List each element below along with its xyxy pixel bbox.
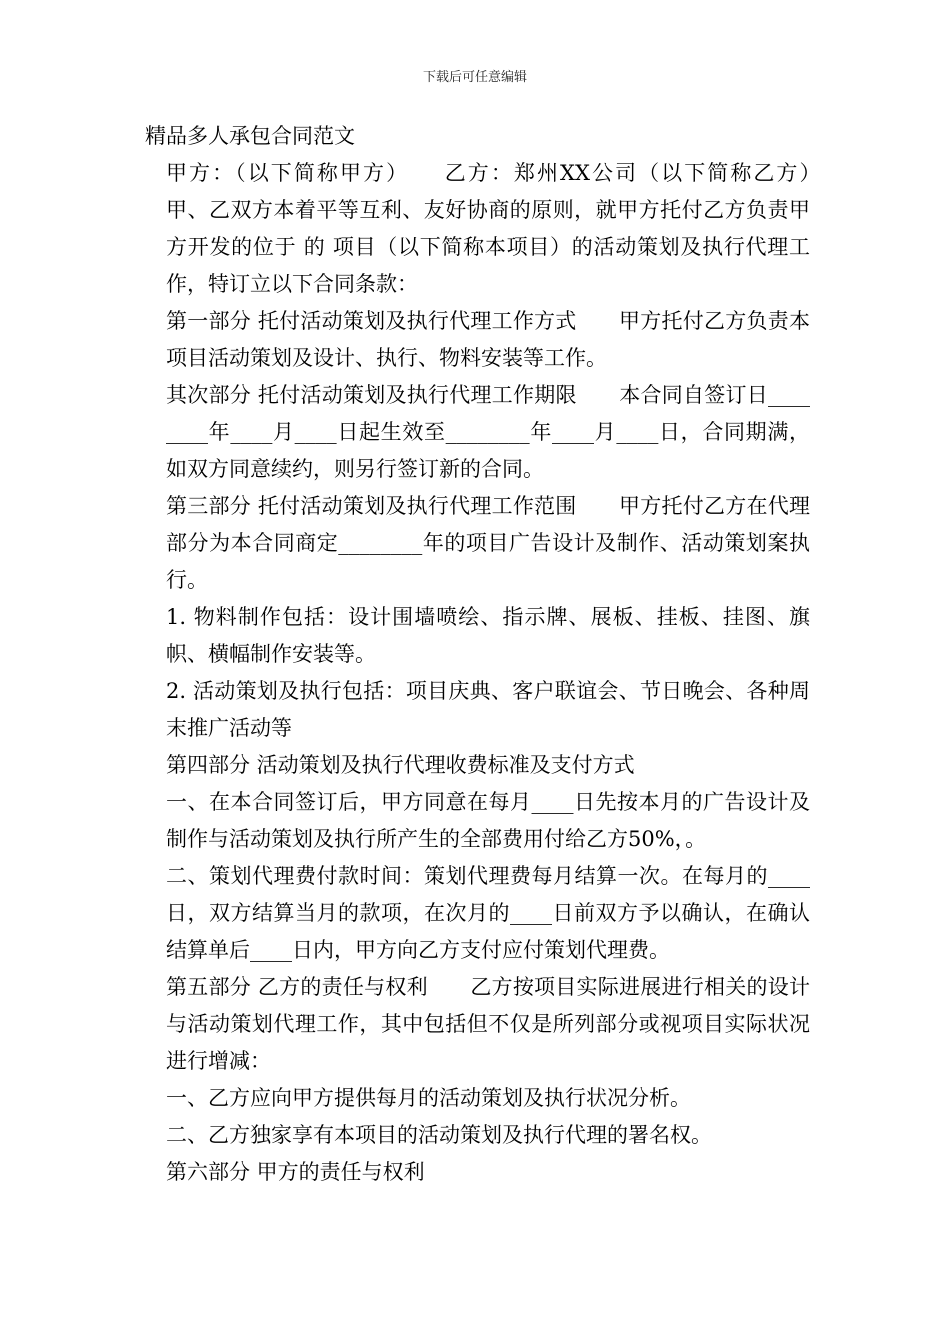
paragraph-part-1: 第一部分 托付活动策划及执行代理工作方式 甲方托付乙方负责本项目活动策划及设计、执行、物料安装等工作。 xyxy=(166,309,810,370)
paragraph-part-6: 第六部分 甲方的责任与权利 xyxy=(166,1160,425,1184)
paragraph-part-2: 其次部分 托付活动策划及执行代理工作期限 本合同自签订日________年____月____日起生效至________年____月____日，合同期满，如双方同意续约，则另行签订新的合同。 xyxy=(166,383,810,481)
paragraph-part-5-clause-2: 二、乙方独家享有本项目的活动策划及执行代理的署名权。 xyxy=(166,1123,712,1147)
document-title: 精品多人承包合同范文 xyxy=(145,124,355,148)
document-body xyxy=(145,118,852,1191)
header-note: 下载后可任意编辑 xyxy=(422,70,527,85)
paragraph-part-3: 第三部分 托付活动策划及执行代理工作范围 甲方托付乙方在代理部分为本合同商定________年的项目广告设计及制作、活动策划案执行。 xyxy=(166,494,810,592)
paragraph-part-4-clause-1: 一、在本合同签订后，甲方同意在每月____日先按本月的广告设计及制作与活动策划及执行所产生的全部费用付给乙方50%，。 xyxy=(166,790,810,851)
paragraph-part-5: 第五部分 乙方的责任与权利 乙方按项目实际进展进行相关的设计与活动策划代理工作，其中包括但不仅是所列部分或视项目实际状况进行增减： xyxy=(166,975,810,1073)
paragraph-item-1: 1. 物料制作包括：设计围墙喷绘、指示牌、展板、挂板、挂图、旗帜、横幅制作安装等。 xyxy=(166,605,810,666)
paragraph-part-5-clause-1: 一、乙方应向甲方提供每月的活动策划及执行状况分析。 xyxy=(166,1086,691,1110)
paragraph-part-4: 第四部分 活动策划及执行代理收费标准及支付方式 xyxy=(166,753,635,777)
paragraph-parties: 甲方：（以下简称甲方） 乙方：郑州XX公司（以下简称乙方） 甲、乙双方本着平等互利、友好协商的原则，就甲方托付乙方负责甲方开发的位于 的 项目（以下简称本项目）的活动策划及执行代理工作，特订立以下合同条款： xyxy=(166,161,852,296)
paragraph-part-4-clause-2: 二、策划代理费付款时间：策划代理费每月结算一次。在每月的____日，双方结算当月的款项，在次月的____日前双方予以确认，在确认结算单后____日内，甲方向乙方支付应付策划代理费。 xyxy=(166,864,810,962)
paragraph-item-2: 2. 活动策划及执行包括：项目庆典、客户联谊会、节日晚会、各种周末推广活动等 xyxy=(166,679,810,740)
